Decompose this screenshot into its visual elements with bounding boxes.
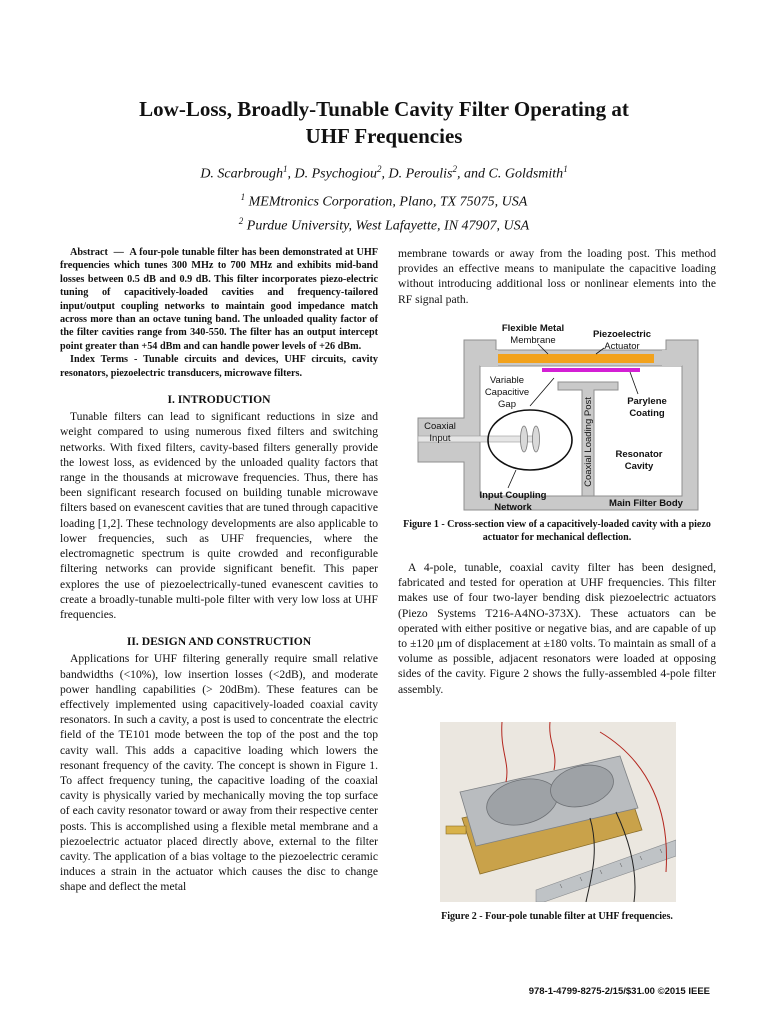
index-terms-text: Tunable circuits and devices, UHF circuits, cavity resonators, piezoelectric transducers, microwave filters. [60, 354, 378, 379]
filter-body-shape [418, 340, 698, 510]
label-flexible-metal: Flexible Metal [501, 323, 565, 334]
top-wall-left [480, 350, 498, 366]
label-main-filter-body: Main Filter Body [609, 498, 683, 509]
label-variable: Variable [489, 375, 525, 386]
affiliations [60, 188, 708, 235]
label-input: Input [429, 433, 451, 444]
index-terms-label: Index Terms [70, 354, 129, 366]
copyright-footer: 978-1-4799-8275-2/15/$31.00 ©2015 IEEE [528, 986, 710, 997]
label-gap: Gap [498, 399, 516, 410]
author-name: C. Goldsmith [488, 166, 564, 182]
leader-line [530, 378, 554, 406]
author-list [60, 160, 708, 184]
top-wall-right [662, 350, 682, 366]
coupling-disc [533, 426, 540, 452]
figure-1-caption: Figure 1 - Cross-section view of a capacitively-loaded cavity with a piezo actuator for mechanical deflection. [403, 519, 711, 543]
label-coaxial: Coaxial [424, 421, 456, 432]
author-separator: , [287, 166, 295, 182]
right-paragraph-2: A 4-pole, tunable, coaxial cavity filter has been designed, fabricated and tested for operation at UHF frequencies. This filter makes use of four two-layer bending disk piezoelectric actuators (Piezo Systems T216-A4NO-373X). These actuators can be operated with either positive or negative bias, and are capable of up to ±120 μm of displacement at ±180 volts. To maintain as small of a volume as possible, adjacent resonators were loaded at opposing sides of the cavity. Figure 2 shows the fully-assembled 4-pole filter assembly. [398, 561, 716, 696]
label-coaxial-loading-post: Coaxial Loading Post [583, 397, 594, 487]
figure-1-diagram [398, 320, 716, 516]
leader-line [630, 372, 638, 394]
affiliation-line [60, 188, 708, 212]
label-resonator: Resonator [615, 449, 663, 460]
parylene-coating [542, 368, 640, 372]
left-column [60, 246, 378, 895]
figure-2-caption: Figure 2 - Four-pole tunable filter at UHF frequencies. [441, 911, 673, 922]
affiliation-text: MEMtronics Corporation, Plano, TX 75075, USA [248, 194, 528, 210]
label-network: Network [494, 502, 532, 513]
coupling-disc [521, 426, 528, 452]
author-name: D. Peroulis [388, 166, 453, 182]
author-affil-mark: 1 [563, 164, 568, 174]
section-heading-design: II. DESIGN AND CONSTRUCTION [126, 635, 312, 649]
label-piezoelectric: Piezoelectric [592, 329, 652, 340]
affil-mark: 1 [240, 192, 246, 202]
intro-paragraph: Tunable filters can lead to significant reductions in size and weight compared to using numerous fixed filters and switching networks. With fixed filters, cavity-based filters generally provide the lowest loss, as evidenced by the unloaded quality factors that range in the thousands at microwave frequencies. Thus, there has been significant research focused on building tunable microwave filters based on evanescent cavities that are tuned through capacitive loading [1,2]. These technology developments are also applicable to lower frequencies, such as UHF frequencies, where the electromagnetic spectrum is quite crowded and reconfigurable filtering networks can provide significant benefit. This paper explores the use of piezoelectrically-tuned evanescent cavities to create a broadly-tunable multi-pole filter with very low loss at UHF frequencies. [60, 410, 378, 621]
author-separator: , [381, 166, 389, 182]
label-capacitive: Capacitive [484, 387, 530, 398]
abstract-label: Abstract [70, 247, 108, 258]
abstract-text: A four-pole tunable filter has been demonstrated at UHF frequencies which tunes 300 MHz to 700 MHz and exhibits mid-band losses between 0.5 dB and 0.9 dB. This filter incorporates piezo-electric tuning of capacitively-loaded cavities and frequency-tailored input/output coupling networks to maintain good impedance match across more than an octave tuning band. The unloaded quality factor of the filter cavities range from 340-550. The filter has an output intercept point greater than +54 dBm and can handle power levels of +26 dBm. [60, 247, 379, 352]
affiliation-text: Purdue University, West Lafayette, IN 47907, USA [246, 218, 530, 234]
author-name: D. Scarbrough [200, 166, 284, 182]
label-actuator: Actuator [604, 341, 640, 352]
author-affil-mark: 2 [452, 164, 457, 174]
affiliation-line [60, 212, 708, 236]
piezo-actuator [498, 354, 654, 363]
title-line-2: UHF Frequencies [305, 124, 463, 148]
author-name: D. Psychogiou [294, 166, 377, 182]
author-affil-mark: 2 [376, 164, 382, 174]
paper-title [60, 96, 708, 150]
title-line-1: Low-Loss, Broadly-Tunable Cavity Filter Operating at [139, 97, 629, 121]
section-heading-introduction: I. INTRODUCTION [167, 393, 271, 407]
label-input-coupling: Input Coupling [479, 490, 547, 501]
right-paragraph-1: membrane towards or away from the loading post. This method provides an effective means to manipulate the capacitive loading without introducing additional loss or nonlinear elements into the RF signal path. [398, 247, 716, 306]
leader-line [508, 470, 516, 488]
label-parylene: Parylene [627, 396, 667, 407]
author-affil-mark: 1 [283, 164, 288, 174]
right-column-top [398, 246, 716, 307]
design-paragraph: Applications for UHF filtering generally require small relative bandwidths (<10%), low insertion losses (<2dB), and moderate power handling capabilities (> 20dBm). These features can be effectively implemented using capacitively-loaded coaxial cavity resonators. In such a cavity, a post is used to concentrate the electric field of the TE101 mode between the top of the post and the top cavity wall. This adds a capacitive loading which lowers the resonant frequency of the cavity. The concept is shown in Figure 1. To affect frequency tuning, the capacitive loading of the coaxial cavity is physically varied by mechanically moving the top surface of each cavity resonator toward or away from their respective center posts. This is accomplished using a flexible metal membrane and a piezoelectric actuator placed directly above, external to the filter cavity. The application of a bias voltage to the piezoelectric ceramic induces a strain in the actuator which causes the disc to change shape and deflect the metal [60, 652, 378, 894]
abstract [60, 246, 378, 353]
sma-connector [446, 826, 466, 834]
figure-2-photo [440, 722, 676, 902]
index-terms: Index Terms - Tunable circuits and devices, UHF circuits, cavity resonators, piezoelectric transducers, microwave filters. [60, 354, 378, 379]
label-membrane: Membrane [510, 335, 556, 346]
author-separator: , and [457, 166, 489, 182]
right-column-middle [398, 560, 716, 697]
abstract-dash: — [113, 247, 124, 258]
label-cavity: Cavity [624, 461, 654, 472]
affil-mark: 2 [238, 215, 244, 226]
label-coating: Coating [629, 408, 665, 419]
